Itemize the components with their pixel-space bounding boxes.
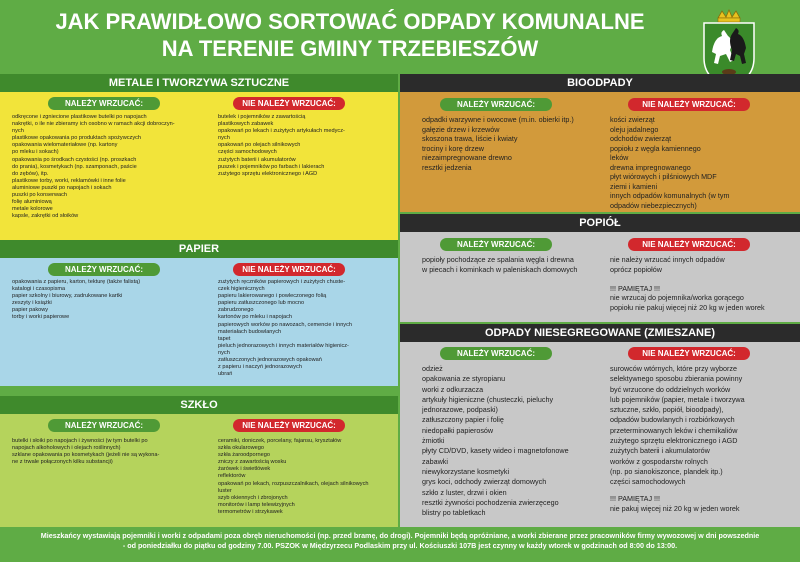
list-item: nie należy wrzucać innych odpadów (610, 255, 725, 264)
list-item: żmiotki (422, 436, 445, 446)
list-item: jednorazowe, podpaski) (422, 405, 498, 415)
list-item: ziemi i kamieni (610, 181, 658, 191)
section-bio (400, 92, 800, 212)
left-column (0, 74, 398, 527)
popiol-allowed-label: NALEŻY WRZUCAĆ: (440, 238, 552, 251)
section-papier-title: PAPIER (0, 240, 398, 258)
list-item: szklane opakowania po kosmetykach (jeżeli nie są wykona- (12, 452, 160, 459)
list-item: nych (12, 128, 24, 135)
footer-line-1: Mieszkańcy wystawiają pojemniki i worki z odpadami poza obręb nieruchomości (np. przed bramę, do drogi). Pojemniki będą opróżniane, a worki zbierane przez pracowników firmy wywozowej w dni powszednie (40, 531, 760, 540)
list-item: skoszona trawa, liście i kwiaty (422, 134, 518, 143)
list-item: w piecach i kominkach w paleniskach domowych (422, 264, 578, 274)
list-item: szkła okularowego (218, 445, 265, 452)
section-popiol (400, 232, 800, 322)
list-item: zabrudzonego (218, 307, 254, 314)
list-item: odchodów zwierząt (610, 134, 672, 143)
list-item: odzież (422, 364, 443, 373)
list-item: plastikowe opakowania po produktach spożywczych (12, 135, 142, 142)
list-item: resztki jedzenia (422, 162, 472, 172)
list-item: popioły pochodzące ze spalania węgla i drewna (422, 255, 574, 264)
list-item: ne z trwale połączonych kilku substancji) (12, 459, 113, 466)
szklo-forbidden-list (218, 438, 394, 516)
list-item: plastikowe torby, worki, reklamówki i inne folie (12, 177, 126, 184)
zmieszane-allowed-label: NALEŻY WRZUCAĆ: (440, 347, 552, 360)
right-column (400, 74, 800, 527)
list-item: blistry po tabletkach (422, 508, 486, 518)
list-item: nych (218, 349, 230, 356)
list-item: kartonów po mleku i napojach (218, 314, 293, 321)
list-item: popiołu nie pakuj więcej niż 20 kg w jeden worek (610, 302, 765, 312)
list-item: szkło z luster, drzwi i okien (422, 487, 507, 497)
list-item: opakowania z papieru, karton, tekturę (także falistą) (12, 279, 141, 285)
metale-allowed-label: NALEŻY WRZUCAĆ: (48, 97, 160, 110)
list-item: butelek i pojemników z zawartością (218, 114, 306, 120)
title-line-1: JAK PRAWIDŁOWO SORTOWAĆ ODPADY KOMUNALNE (55, 9, 645, 34)
list-item: odkręcone i zgniecione plastikowe butelki po napojach (12, 114, 147, 120)
bio-forbidden-list (610, 115, 796, 210)
section-bio-title: BIOODPADY (400, 74, 800, 92)
list-item: gałęzie drzew i krzewów (422, 124, 500, 134)
list-item: nych (218, 135, 230, 142)
list-item: ubrań (218, 371, 233, 378)
list-item: grys koci, odchody zwierząt domowych (422, 477, 547, 487)
list-item: folię aluminiową (12, 199, 52, 206)
list-item: kapsle, zakrętki od słoików (12, 213, 79, 220)
list-item: artykuły higieniczne (chusteczki, pieluchy (422, 394, 554, 404)
list-item: niezaimpregnowane drewno (422, 153, 512, 162)
section-szklo (0, 414, 398, 527)
list-item: papieru zatłuszczonego lub mocno (218, 300, 305, 307)
szklo-forbidden-label: NIE NALEŻY WRZUCAĆ: (233, 419, 345, 432)
szklo-allowed-list (12, 438, 197, 466)
list-item: katalogi i czasopisma (12, 286, 66, 293)
list-item: do zębów), itp. (12, 170, 49, 177)
section-popiol-title: POPIÓŁ (400, 214, 800, 232)
list-item: termometrów i strzykawek (218, 508, 283, 515)
list-item: metale kolorowe (12, 206, 53, 213)
list-item: selektywnego sposobu zbierania powinny (610, 374, 743, 384)
zmieszane-forbidden-list (610, 364, 798, 514)
section-szklo-title: SZKŁO (0, 396, 398, 414)
list-item: opakowań po lekach i zużytych artykułach medycz- (218, 128, 345, 135)
list-item: surowców wtórnych, które przy wyborze (610, 364, 738, 373)
list-item: papieru lakierowanego i powleczonego folią (218, 293, 327, 300)
list-item: zużytego sprzętu elektronicznego i AGD (218, 170, 318, 177)
list-item: papier pakowy (12, 307, 49, 314)
list-item: zatłuszczonych jednorazowych opakowań (218, 357, 322, 364)
list-item: zatłuszczony papier i folię (422, 415, 504, 425)
list-item: kości zwierząt (610, 115, 655, 124)
list-item: !!! PAMIĘTAJ !!! (610, 283, 661, 293)
popiol-allowed-list (422, 255, 614, 274)
list-item: plastikowych zabawek (218, 121, 274, 128)
list-item: płyt wiórowych i pilśniowych MDF (610, 172, 717, 181)
list-item: płyty CD/DVD, kasety wideo i magnetofonowe (422, 446, 569, 456)
list-item: papierowych worków po nawozach, cemencie i innych (218, 321, 353, 328)
list-item: szyb okiennych i zbrojonych (218, 494, 288, 501)
list-item: napojach alkoholowych i olejach roślinnych) (12, 445, 121, 452)
list-item: materiałach budowlanych (218, 328, 282, 335)
list-item: do prania), kosmetykach (np. szamponach, paście (12, 163, 137, 170)
list-item: żarówek i świetlówek (218, 466, 271, 473)
list-item: tapet (218, 335, 231, 342)
list-item: po mleku i sokach) (12, 149, 59, 156)
section-metale-title: METALE I TWORZYWA SZTUCZNE (0, 74, 398, 92)
list-item: niedopałki papierosów (422, 425, 494, 435)
list-item: opakowań po olejach silnikowych (218, 142, 301, 149)
list-item: papier szkolny i biurowy, zadrukowane kartki (12, 293, 123, 300)
list-item: torby i worki papierowe (12, 314, 70, 321)
list-item: zniczy z zawartością wosku (218, 459, 287, 466)
list-item: puszek i pojemników po farbach i lakierach (218, 163, 325, 170)
list-item: odpadów budowlanych i rozbiórkowych (610, 415, 735, 425)
list-item: oprócz popiołów (610, 264, 662, 274)
footer-line-2: - od poniedziałku do piątku od godziny 7.00. PSZOK w Międzyrzecu Podlaskim przy ul. Kościuszki 107B jest czynny w każdy wtorek w godzinach od 8:00 do 13:00. (122, 541, 678, 550)
list-item: luster (218, 487, 232, 494)
bio-allowed-label: NALEŻY WRZUCAĆ: (440, 98, 552, 111)
section-zmieszane-title: ODPADY NIESEGREGOWANE (ZMIESZANE) (400, 324, 800, 342)
list-item: oleju jadalnego (610, 124, 659, 134)
list-item: butelki i słoiki po napojach i żywności (w tym butelki po (12, 438, 148, 444)
list-item: odpadów niebezpiecznych) (610, 200, 697, 210)
list-item: !!! PAMIĘTAJ !!! (610, 493, 661, 503)
list-item: leków (610, 153, 629, 162)
list-item: reflektorów (218, 473, 246, 480)
zmieszane-forbidden-label: NIE NALEŻY WRZUCAĆ: (628, 347, 750, 360)
list-item: resztki żywności pochodzenia zwierzęcego (422, 497, 559, 507)
zmieszane-allowed-list (422, 364, 614, 518)
list-item: opakowania po środkach czystości (np. proszkach (12, 156, 137, 163)
section-metale (0, 92, 398, 240)
list-item: zużytych ręczników papierowych i zużytych chuste- (218, 279, 346, 285)
bio-allowed-list (422, 115, 612, 172)
list-item: szkła żaroodpornego (218, 452, 270, 459)
list-item (610, 274, 798, 284)
list-item: sztuczne, szkło, popiół, bioodpady), (610, 405, 724, 415)
metale-forbidden-list (218, 114, 394, 178)
list-item: worków z gospodarstw rolnych (610, 456, 708, 466)
list-item: aluminiowe puszki po napojach i sokach (12, 184, 112, 191)
list-item: opakowania ze styropianu (422, 374, 506, 384)
list-item: nie wrzucaj do pojemnika/worka gorącego (610, 293, 744, 302)
metale-allowed-list (12, 114, 197, 220)
papier-forbidden-list (218, 279, 394, 378)
section-papier (0, 258, 398, 386)
list-item: przeterminowanych leków i chemikaliów (610, 425, 738, 435)
list-item: niewykorzystane kosmetyki (422, 466, 510, 476)
list-item: (np. po sianokiszonce, plandek itp.) (610, 466, 723, 476)
list-item: lub pojemników (papier, metale i tworzywa (610, 394, 745, 404)
list-item: czek higienicznych (218, 286, 265, 293)
list-item: części samochodowych (218, 149, 277, 156)
papier-forbidden-label: NIE NALEŻY WRZUCAĆ: (233, 263, 345, 276)
header (0, 0, 800, 74)
list-item: z papieru i naczyń jednorazowych (218, 364, 302, 371)
list-item: nakrętki, o ile nie zbieramy ich osobno w ramach akcji dobroczyn- (12, 121, 175, 128)
list-item: monitorów i lamp telewizyjnych (218, 501, 295, 508)
list-item: opakowań po lekach, rozpuszczalnikach, olejach silnikowych (218, 480, 369, 487)
list-item: zeszyty i książki (12, 300, 52, 307)
list-item: zabawki (422, 456, 448, 466)
list-item: pieluch jednorazowych i innych materiałów higienicz- (218, 342, 349, 349)
list-item: części samochodowych (610, 477, 686, 487)
list-item: zużytego sprzętu elektronicznego i AGD (610, 436, 738, 446)
list-item: nie pakuj więcej niż 20 kg w jeden worek (610, 503, 740, 513)
papier-allowed-label: NALEŻY WRZUCAĆ: (48, 263, 160, 276)
list-item: zużytych baterii i akumulatorów (610, 446, 710, 456)
section-zmieszane (400, 342, 800, 527)
title-line-2: NA TERENIE GMINY TRZEBIESZÓW (161, 36, 539, 61)
metale-forbidden-label: NIE NALEŻY WRZUCAĆ: (233, 97, 345, 110)
list-item: drewna impregnowanego (610, 162, 691, 172)
list-item: trociny i korę drzew (422, 143, 484, 153)
list-item: opakowania wielomateriałowe (np. kartony (12, 142, 118, 149)
list-item: innych odpadów komunalnych (w tym (610, 191, 730, 200)
list-item: puszki po konserwach (12, 192, 68, 199)
list-item: ceramiki, doniczek, porcelany, fajansu, kryształów (218, 438, 342, 444)
list-item: popiołu z węgla kamiennego (610, 143, 701, 153)
list-item: być wrzucone do oddzielnych worków (610, 384, 731, 394)
papier-allowed-list (12, 279, 197, 322)
popiol-forbidden-list (610, 255, 798, 312)
page-title (0, 8, 700, 62)
list-item: zużytych baterii i akumulatorów (218, 156, 296, 163)
list-item: odpadki warzywne i owocowe (m.in. obierki itp.) (422, 115, 574, 124)
bio-forbidden-label: NIE NALEŻY WRZUCAĆ: (628, 98, 750, 111)
popiol-forbidden-label: NIE NALEŻY WRZUCAĆ: (628, 238, 750, 251)
szklo-allowed-label: NALEŻY WRZUCAĆ: (48, 419, 160, 432)
list-item: worki z odkurzacza (422, 384, 484, 394)
footer-note (0, 527, 800, 562)
